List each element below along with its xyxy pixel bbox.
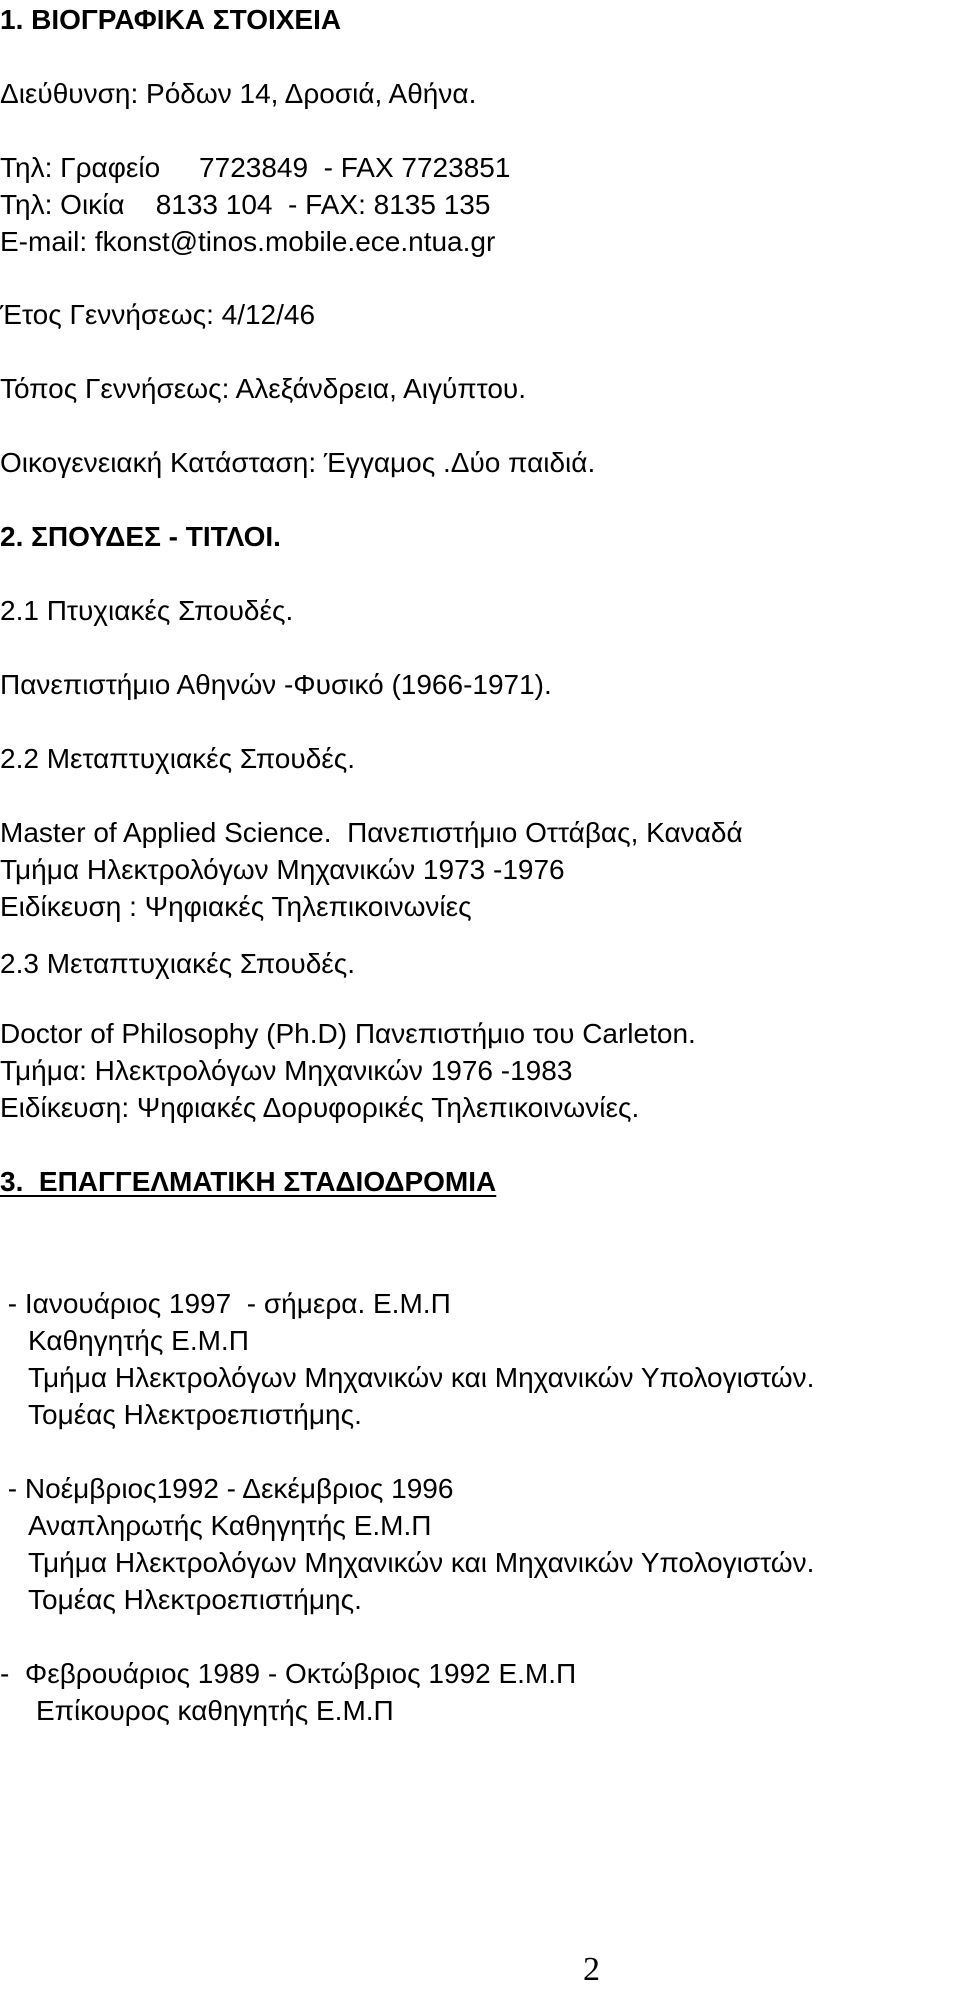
section-3-heading: 3. ΕΠΑΓΓΕΛΜΑΤΙΚΗ ΣΤΑΔΙΟΔΡΟΜΙΑ <box>0 1166 497 1197</box>
phd-degree-line: Doctor of Philosophy (Ph.D) Πανεπιστήμιο του Carleton. <box>0 1018 696 1049</box>
masters-degree-line: Master of Applied Science. Πανεπιστήμιο Οττάβας, Καναδά <box>0 817 743 848</box>
career-entry-period: - Νοέμβριος1992 - Δεκέμβριος 1996 <box>0 1473 454 1504</box>
subsection-2-3-title: 2.3 Μεταπτυχιακές Σπουδές. <box>0 948 356 979</box>
office-phone-line: Τηλ: Γραφείο 7723849 - FAX 7723851 <box>0 152 511 183</box>
career-entry-role: Καθηγητής Ε.Μ.Π <box>28 1325 249 1356</box>
birth-date-line: Έτος Γεννήσεως: 4/12/46 <box>0 299 316 330</box>
phd-specialization-line: Ειδίκευση: Ψηφιακές Δορυφορικές Τηλεπικοινωνίες. <box>0 1092 640 1123</box>
family-status-line: Οικογενειακή Κατάσταση: Έγγαμος .Δύο παιδιά. <box>0 447 596 478</box>
section-2-heading: 2. ΣΠΟΥΔΕΣ - ΤΙΤΛΟΙ. <box>0 521 281 552</box>
address-line: Διεύθυνση: Ρόδων 14, Δροσιά, Αθήνα. <box>0 78 477 109</box>
email-line: E-mail: fkonst@tinos.mobile.ece.ntua.gr <box>0 226 496 257</box>
birth-place-line: Τόπος Γεννήσεως: Αλεξάνδρεια, Αιγύπτου. <box>0 373 526 404</box>
phd-department-line: Τμήμα: Ηλεκτρολόγων Μηχανικών 1976 -1983 <box>0 1055 573 1086</box>
career-entry-role: Επίκουρος καθηγητής Ε.Μ.Π <box>36 1695 394 1726</box>
undergrad-studies-line: Πανεπιστήμιο Αθηνών -Φυσικό (1966-1971). <box>0 669 552 700</box>
subsection-2-1-title: 2.1 Πτυχιακές Σπουδές. <box>0 595 294 626</box>
career-entry-department: Τμήμα Ηλεκτρολόγων Μηχανικών και Μηχανικών Υπολογιστών. <box>28 1547 815 1578</box>
career-entry-role: Αναπληρωτής Καθηγητής Ε.Μ.Π <box>28 1510 432 1541</box>
masters-department-line: Τμήμα Ηλεκτρολόγων Μηχανικών 1973 -1976 <box>0 854 565 885</box>
career-entry-department: Τμήμα Ηλεκτρολόγων Μηχανικών και Μηχανικών Υπολογιστών. <box>28 1362 815 1393</box>
career-entry-sector: Τομέας Ηλεκτροεπιστήμης. <box>28 1584 362 1615</box>
masters-specialization-line: Ειδίκευση : Ψηφιακές Τηλεπικοινωνίες <box>0 891 472 922</box>
subsection-2-2-title: 2.2 Μεταπτυχιακές Σπουδές. <box>0 743 356 774</box>
career-entry-period: - Ιανουάριος 1997 - σήμερα. Ε.Μ.Π <box>0 1288 451 1319</box>
home-phone-line: Τηλ: Οικία 8133 104 - FAX: 8135 135 <box>0 189 491 220</box>
section-1-heading: 1. ΒΙΟΓΡΑΦΙΚΑ ΣΤΟΙΧΕΙΑ <box>0 4 342 35</box>
career-entry-sector: Τομέας Ηλεκτροεπιστήμης. <box>28 1399 362 1430</box>
page-number: 2 <box>583 1951 600 1988</box>
career-entry-period: - Φεβρουάριος 1989 - Οκτώβριος 1992 Ε.Μ.Π <box>0 1658 577 1689</box>
